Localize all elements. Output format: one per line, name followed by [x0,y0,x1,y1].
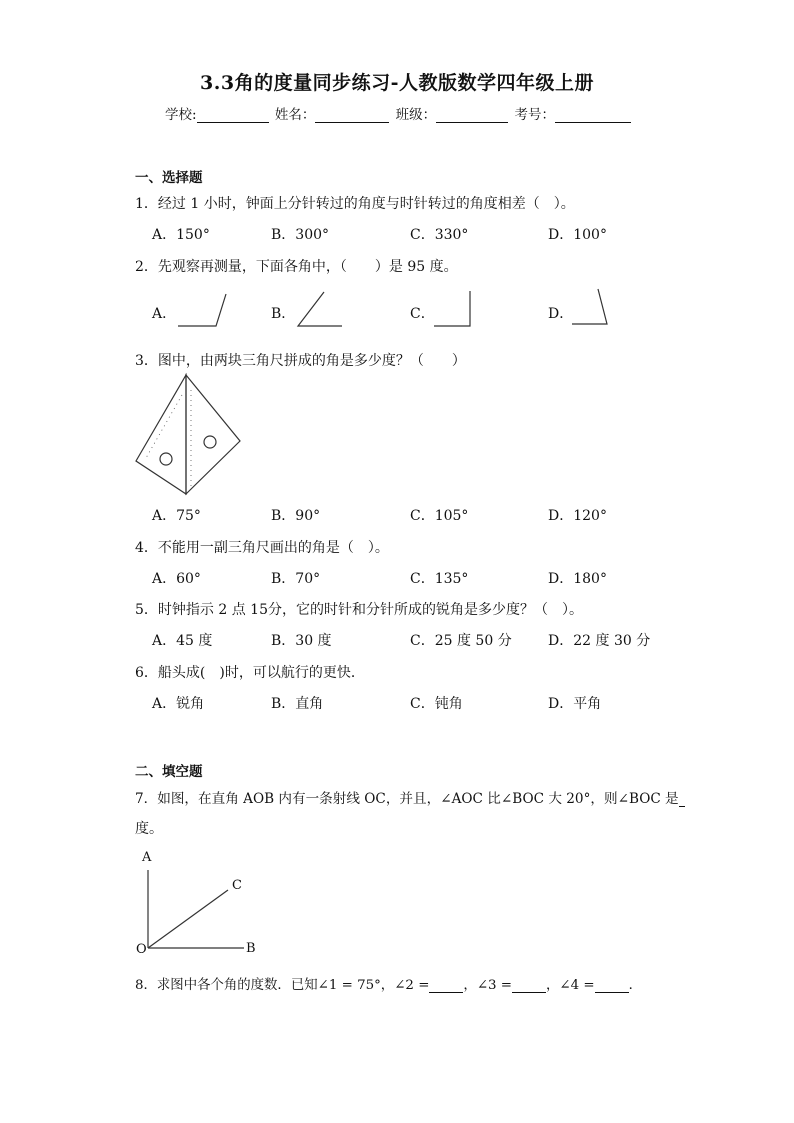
question-8: 8．求图中各个角的度数．已知∠1 = 75°，∠2 = ，∠3 = ，∠4 = ． [135,978,643,993]
q4-option-b[interactable]: B．70° [271,571,321,587]
question-2: 2．先观察再测量，下面各角中，（ ）是 95 度。 [135,259,458,275]
q5-option-a[interactable]: A．45 度 [152,633,213,649]
q1-option-d[interactable]: D．100° [548,227,607,243]
section-heading-fill: 二、填空题 [135,764,203,780]
q5-option-d[interactable]: D．22 度 30 分 [548,633,651,649]
angle-2-label: ∠2 = [394,978,430,993]
q2-option-d[interactable]: D． [548,306,574,322]
question-6: 6．船头成( )时，可以航行的更快． [135,665,365,681]
label-c: C [232,878,242,893]
q6-option-b[interactable]: B．直角 [271,696,324,712]
label-o: O [136,942,147,957]
q5-option-c[interactable]: C．25 度 50 分 [410,633,512,649]
q6-option-c[interactable]: C．钝角 [410,696,463,712]
question-8-text: 8．求图中各个角的度数．已知∠1 = 75°， [135,978,395,993]
q3-option-a[interactable]: A．75° [152,508,201,524]
question-1: 1．经过 1 小时，钟面上分针转过的角度与时针转过的角度相差（ ）。 [135,196,575,212]
q3-option-b[interactable]: B．90° [271,508,321,524]
question-5: 5．时钟指示 2 点 15分，它的时针和分针所成的锐角是多少度？（ ）。 [135,602,583,618]
name-label: 姓名： [274,107,316,123]
ray-oc [148,890,228,948]
angle-4-blank[interactable] [595,978,629,993]
q6-option-d[interactable]: D．平角 [548,696,602,712]
angle-3-blank[interactable] [512,978,546,993]
q1-option-a[interactable]: A．150° [152,227,210,243]
q3-option-d[interactable]: D．120° [548,508,607,524]
q1-option-b[interactable]: B．300° [271,227,330,243]
q4-option-a[interactable]: A．60° [152,571,201,587]
q2-option-c[interactable]: C． [410,306,435,322]
page-title: 3.3角的度量同步练习-人教版数学四年级上册 [200,72,594,94]
question-4: 4．不能用一副三角尺画出的角是（ ）。 [135,540,389,556]
q6-option-a[interactable]: A．锐角 [152,696,205,712]
school-label: 学校: [165,107,197,123]
angle-4-label: ∠4 = [559,978,595,993]
class-label: 班级： [395,107,437,123]
label-b: B [246,941,256,956]
angle-2-blank[interactable] [429,978,463,993]
number-label: 考号： [514,107,555,123]
q3-option-c[interactable]: C．105° [410,508,469,524]
q2-option-a[interactable]: A． [152,306,177,322]
label-a: A [142,850,152,865]
question-7-line2: 度。 [135,821,163,837]
section-heading-choice: 一、选择题 [135,170,203,186]
question-7-text: 7．如图，在直角 AOB 内有一条射线 OC，并且，∠AOC 比∠BOC 大 20°，则∠BOC 是 [135,791,679,807]
angle-3-label: ∠3 = [476,978,513,993]
q5-option-b[interactable]: B．30 度 [271,633,332,649]
q4-option-c[interactable]: C．135° [410,571,469,587]
q4-option-d[interactable]: D．180° [548,571,607,587]
q2-option-b[interactable]: B． [271,306,296,322]
question-3: 3．图中，由两块三角尺拼成的角是多少度？（ ） [135,353,466,369]
q1-option-c[interactable]: C．330° [410,227,469,243]
